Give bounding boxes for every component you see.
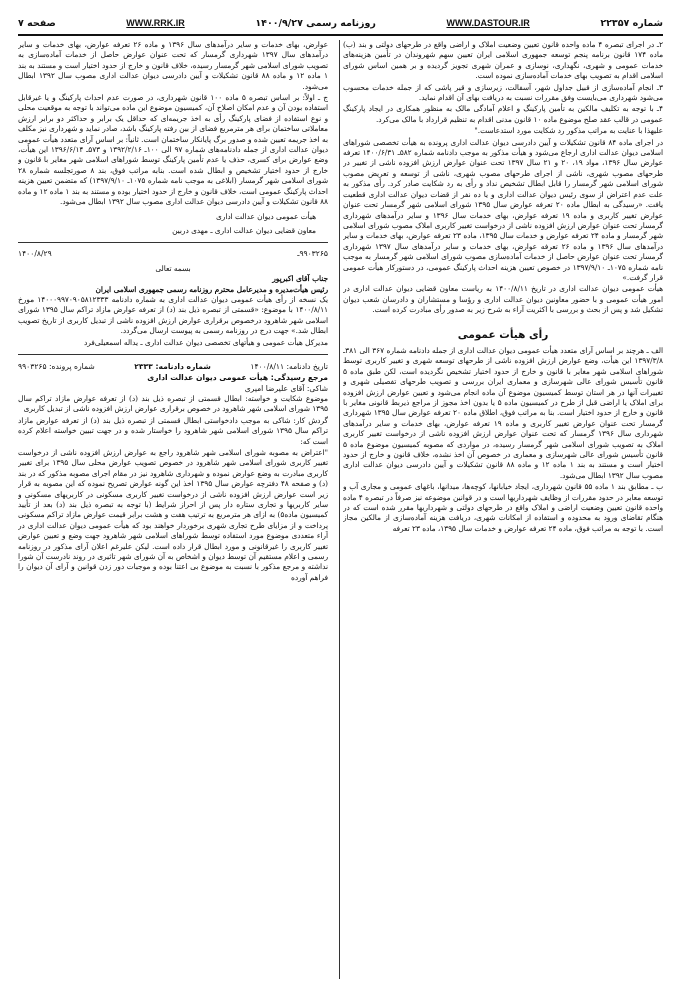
paragraph: ۴ـ با توجه به تکلیف مالکین به تأمین پارکینگ و اعلام آمادگی مالک به منظور همکاری در ایجاد پارکینگ عمومی در قالب عقد صلح موضوع ماده ۱۰ قانون مدنی اقدام به تنظیم قرارداد با مالک می‌کرد. bbox=[343, 104, 663, 124]
complaint-text: "اعتراض به مصوبه شورای اسلامی شهر شاهرود راجع به عوارض ارزش افزوده ناشی از درخواست تغییر کاربری شورای اسلامی شهر شاهرود در خصوص تصویب عوارض محلی سال ۱۳۹۵ برای تغییر کاربری مبادرت به وضع عوارض نموده و شهرداری شاهرود نیز در مقام اجرای مصوبه مذکور که در بند (د) و صفحه ۴۸ دفترچه عوارض سال ۱۳۹۵ اخذ این گونه عوارض تصریح نموده که این مصوبه به قرار زیر است عوارض ارزش افزوده ناشی از درخواست تغییر کاربری مسکونی در کاربریهای مسکونی و سایر کاربریها و تجاری ستاره دار پس از احراز شرایط (با توجه به تبصره ذیل بند (د) بعد از تأیید کمیسیون ماده۵) به ازای هر مترمربع به ترتیب هفت و هشت برابر قیمت عوارض مازاد تراکم مسکونی پرداخت و از مزایای طرح تجاری شهری برخوردار خواهند بود که هیأت عمومی دیوان عدالت اداری در آراء متعددی موضوع مورد استفاده توسط شوراهای اسلامی شهر شاهرود جهت وضع و تعیین عوارض تغییر کاربری را غیرقانونی و مورد ابطال قرار داده است. لیکن علیرغم اعلان آرای مذکور در روزنامه رسمی و اعلام مستقیم آن توسط دیوان و اشخاص به آن شورای شهر تاثیری در روند نادرست آن شورا نداشته و مرجع مذکور با نسبت به موضوع بی اعتنا بوده و موجبات دور زدن قوانین و آرای آن دیوان را فراهم آورده bbox=[18, 448, 328, 582]
site-link-rrk[interactable]: WWW.RRK.IR bbox=[126, 18, 185, 28]
site-link-dastour[interactable]: WWW.DASTOUR.IR bbox=[446, 18, 530, 28]
letter-body: یک نسخه از رأی هیأت عمومی دیوان عدالت اداری به شماره دادنامه ۱۴۰۰۰۹۹۷۰۹۰۵۸۱۲۳۳۳ مورخ ۱۴۰۰/۸/۱۱ با موضوع: «قسمتی از تبصره ذیل بند (د) از تعرفه عوارض مازاد تراکم سال ۱۳۹۵ شورای اسلامی شهر شاهرود درخصوص برقراری عوارض ارزش افزوده ناشی از تبدیل کاربری از تاریخ تصویب ابطال شد.» جهت درج در روزنامه رسمی به پیوست ارسال می‌گردد. bbox=[18, 294, 328, 336]
ruling-number: شماره دادنامه: ۲۳۳۳ bbox=[134, 361, 211, 371]
paragraph: علیهذا با عنایت به مراتب مذکور رد شکایت مورد استدعاست." bbox=[474, 126, 663, 136]
ruling-subject: موضوع شکایت و خواسته: ابطال قسمتی از تبصره ذیل بند (د) از تعرفه عوارض مازاد تراکم سال ۱۳۹۵ شورای اسلامی شهر شاهرود در خصوص برقراری عوارض ارزش افزوده ناشی از تبدیل کاربری bbox=[18, 393, 328, 414]
letter-header bbox=[18, 249, 328, 259]
left-column bbox=[18, 40, 328, 979]
paragraph: هیأت عمومی دیوان عدالت اداری در تاریخ ۱۴۰۰/۸/۱۱ به ریاست معاون قضایی دیوان عدالت اداری در امور هیأت عمومی و با حضور معاونین دیوان عدالت اداری و رؤسا و مستشاران و دادرسان شعب دیوان تشکیل شد و پس از بحث و بررسی با اکثریت آراء به شرح زیر به صدور رأی مبادرت کرده است. bbox=[343, 284, 663, 315]
newspaper-title-date: روزنامه رسمی ۱۴۰۰/۹/۲۷ bbox=[255, 17, 376, 29]
paragraph: ۲ـ در اجرای تبصره ۴ ماده واحده قانون تعیین وضعیت املاک و اراضی واقع در طرحهای دولتی و بند (ب) ماده ۱۷۴ قانون برنامه پنجم توسعه جمهوری اسلامی ایران تعیین سهم شهروندان در تأمین هزینه‌های خدمات عمومی و شهری، نگهداری، نوسازی و عمران شهری تجویز گردیده و بر همین اساس شورای اسلامی اقدام به تصویب بهای خدمات آماده‌سازی نموده است. bbox=[343, 40, 663, 81]
paragraph: ج ـ اولاً: بر اساس تبصره ۵ ماده ۱۰۰ قانون شهرداری، در صورت عدم احداث پارکینگ و یا غیرقابل استفاده بودن آن و عدم امکان اصلاح آن، کمیسیون موضوع این ماده می‌تواند با توجه به موقعیت محلی و نوع استفاده از فضای پارکینگ رأی به اخذ جریمه‌ای که حداقل یک برابر و حداکثر دو برابر ارزش معاملاتی ساختمان برای هر مترمربع فضای از بین رفته پارکینگ باشد، صادر نماید و شهرداری نیز مکلف به اخذ جریمه تعیین شده و صدور برگ پایانکار ساختمان است. ثانیاً: بر اساس آرای متعدد هیأت عمومی دیوان عدالت اداری از جمله دادنامه‌های شماره ۹۷ الی ۱۰۰ـ ۱۳۹۲/۲/۱۶ و ۵۷۳ـ ۱۳۹۶/۶/۱۴ این هیأت، وضع عوارض برای کسری، حذف یا عدم تأمین پارکینگ توسط شوراهای اسلامی شهر مغایر با قانون و خارج از حدود اختیار تشخیص و ابطال شده است. بنابه مراتب فوق، بند ۸ صورتجلسه شماره ۲۸ شورای اسلامی شهر گرمسار (ابلاغی به موجب نامه شماره ۱۰۷۵ـ ۱۳۹۷/۹/۱۰) که متضمن تعیین هزینه احداث پارکینگ عمومی است، خلاف قانون و خارج از حدود اختیار بوده و مستند به بند ۱ ماده ۱۲ و ماده ۸۸ قانون تشکیلات و آیین دادرسی دیوان عدالت اداری مصوب سال ۱۳۹۲ ابطال می‌شود. bbox=[18, 93, 328, 207]
signature-authority: هیأت عمومی دیوان عدالت اداری bbox=[216, 211, 316, 221]
page-header bbox=[18, 12, 663, 36]
ruling-paragraph: ب ـ مطابق بند ۱ ماده ۵۵ قانون شهرداری، ایجاد خیابانها، کوچه‌ها، میدانها، باغهای عمومی و مجاری آب و توسعه معابر در حدود مقررات از وظایف شهرداریها است و در قوانین موضوعه نیز صرفاً در تبصره ۴ ماده واحده قانون تعیین وضعیت اراضی و املاک واقع در طرحهای دولتی و شهرداریها مقرر شده است که در هنگام تقاضای ورود به محدوده و استفاده از امکانات شهری، دریافت هزینه آماده‌سازی از مالکین مجاز است. با توجه به مراتب فوق، ماده ۲۴ تعرفه عوارض و خدمات سال ۱۳۹۵، ماده ۲۳ تعرفه bbox=[343, 482, 663, 533]
paragraph: عوارض، بهای خدمات و سایر درآمدهای سال ۱۳۹۶ و ماده ۲۶ تعرفه عوارض، بهای خدمات و سایر درآمدهای سال ۱۳۹۷ شهرداری گرمسار که تحت عنوان عوارض حاصل از خدمات آماده‌سازی به تصویب شورای اسلامی شهر گرمسار رسیده، خلاف قانون و خارج از حدود اختیار است و مستند به بند ۱ ماده ۱۲ و ماده ۸۸ قانون تشکیلات و آیین دادرسی دیوان عدالت اداری مصوب سال ۱۳۹۲ ابطال می‌شود. bbox=[18, 40, 328, 91]
section-divider bbox=[18, 354, 328, 355]
right-column bbox=[343, 40, 663, 979]
ruling-meta bbox=[18, 361, 328, 394]
section-divider bbox=[18, 242, 328, 243]
addressee: جناب آقای اکبرپور bbox=[272, 274, 328, 284]
ruling-complainant: شاکی: آقای علیرضا امیری bbox=[244, 383, 328, 393]
page-number: صفحه ۷ bbox=[18, 17, 56, 29]
paragraph: ۳ـ انجام آماده‌سازی از قبیل جداول شهر، آسفالت، زیرسازی و قیر پاشی که از جمله خدمات محسوب می‌شود شهرداری می‌بایست وفق مقررات نسبت به دریافت بهای آن اقدام نماید. bbox=[343, 82, 663, 103]
addressee-title: رئیس هیأت‌مدیره و مدیرعامل محترم روزنامه رسمی جمهوری اسلامی ایران bbox=[95, 284, 328, 294]
ruling-meta-row bbox=[18, 361, 328, 372]
ruling-title: رأی هیأت عمومی bbox=[457, 328, 549, 341]
signature-deputy: معاون قضایی دیوان عدالت اداری ـ مهدی دربین bbox=[172, 225, 316, 235]
ruling-date: تاریخ دادنامه: ۱۴۰۰/۸/۱۱ bbox=[250, 361, 328, 371]
bismillah: بسمه تعالی bbox=[155, 263, 191, 273]
file-number: شماره پرونده: ۹۹۰۳۲۶۵ bbox=[18, 361, 95, 371]
letter-date: ۱۴۰۰/۸/۲۹ bbox=[18, 249, 52, 259]
column-divider bbox=[339, 40, 340, 979]
letter-signature: مدیرکل هیأت عمومی و هیأتهای تخصصی دیوان عدالت اداری ـ یداله اسمعیلی‌فرد bbox=[83, 337, 328, 347]
ruling-paragraph: الف ـ هرچند بر اساس آرای متعدد هیأت عمومی دیوان عدالت اداری از جمله دادنامه شماره ۳۶۷ الی ۳۸۱ـ ۱۳۹۷/۳/۸ این هیأت، وضع عوارض ارزش افزوده ناشی از طرحهای توسعه شهری و تغییر کاربری توسط شوراهای اسلامی شهر مغایر با قانون و خارج از حدود اختیار تشخیص نگردیده است، لکن طبق ماده ۵ قانون تأسیس شورای عالی شهرسازی و معماری ایران بررسی و تصویب طرحهای تفصیلی شهری و تغییرات آنها در هر استان توسط کمیسیون موضوع آن ماده انجام می‌شود و تعیین عوارض ارزش افزوده برای املاک یا اراضی قبل از طرح در کمیسیون ماده ۵ یا بدون اخذ مجوز از مراجع ذیربط قانونی مغایر با قانون و خارج از حدود اختیار است. بنا به مراتب فوق، اطلاق ماده ۲۰ تعرفه عوارض سال ۱۳۹۵ شهرداری گرمسار تحت عنوان عوارض تغییر کاربری و ماده ۱۹ تعرفه عوارض، بهای خدمات و سایر درآمدهای شهرداری سال ۱۳۹۶ گرمسار که تحت عنوان عوارض ارزش افزوده ناشی از درخواست تغییر کاربری املاک به تصویب شورای اسلامی شهر گرمسار رسیده، در مواردی که مصوبه کمیسیون موضوع ماده ۵ قانون تأسیس شورای عالی شهرسازی و معماری در خصوص آن اخذ نشده، خلاف قانون و خارج از حدود اختیار است و مستند به بند ۱ ماده ۱۲ و ماده ۸۸ قانون تشکیلات و آیین دادرسی دیوان عدالت اداری مصوب سال ۱۳۹۲ ابطال می‌شود. bbox=[343, 345, 663, 480]
ruling-authority: مرجع رسیدگی: هیأت عمومی دیوان عدالت اداری bbox=[147, 372, 328, 382]
letter-number: ۹۹۰۳۲۶۵ـ bbox=[297, 249, 328, 259]
issue-number: شماره ۲۲۳۵۷ bbox=[600, 17, 663, 29]
ruling-procedure: گردش کار: شاکی به موجب دادخواستی ابطال قسمتی از تبصره ذیل بند (د) از تعرفه عوارض مازاد تراکم سال ۱۳۹۵ شورای اسلامی شهر شاهرود را خواستار شده و در جهت تبیین خواسته اعلام کرده است که: bbox=[18, 415, 328, 446]
paragraph: در اجرای ماده ۸۴ قانون تشکیلات و آیین دادرسی دیوان عدالت اداری پرونده به هیأت تخصصی شوراهای اسلامی دیوان عدالت اداری ارجاع می‌شود و هیأت مذکور به موجب دادنامه شماره ۵۸۲ـ ۱۴۰۰/۶/۳۱ تعرفه عوارض سال ۱۳۹۶، مواد ۱۹، ۲۰ و ۲۱ سال ۱۳۹۷ تحت عنوان عوارض ارزش افزوده ناشی از تغییر در طرحهای مصوب شهری، ناشی از اجرای طرحهای مصوب شهری، ناشی از توسعه و تعریض مصوب شورای اسلامی شهر گرمسار را قابل ابطال تشخیص نداد و رأی به رد شکایت صادر کرد. رأی مذکور به علت عدم اعتراض از سوی رئیس دیوان عدالت اداری و یا ده نفر از قضات دیوان عدالت اداری قطعیت یافت. «رسیدگی به ابطال ماده ۲۰ تعرفه عوارض سال ۱۳۹۵ شورای اسلامی شهر گرمسار تحت عنوان عوارض تغییر کاربری و ماده ۱۹ تعرفه عوارض، بهای خدمات سال ۱۳۹۶ و سایر درآمدهای شهرداری گرمسار تحت عنوان عوارض ارزش افزوده ناشی از درخواست تغییر کاربری املاک مصوب شورای اسلامی شهر گرمسار و ماده ۲۴ تعرفه عوارض و خدمات سال ۱۳۹۵، ماده ۲۳ تعرفه عوارض، بهای خدمات و سایر درآمدهای سال ۱۳۹۶ و ماده ۲۶ تعرفه عوارض، بهای خدمات و سایر درآمدهای سال ۱۳۹۷ شهرداری گرمسار تحت عنوان عوارض حاصل از خدمات آماده‌سازی مصوب شورای اسلامی شهر گرمسار به موجب نامه شماره ۱۰۷۵ـ ۱۳۹۷/۹/۱۰ در خصوص تعیین هزینه احداث پارکینگ عمومی، در دستورکار هیأت عمومی قرار گرفت.» bbox=[343, 137, 663, 282]
